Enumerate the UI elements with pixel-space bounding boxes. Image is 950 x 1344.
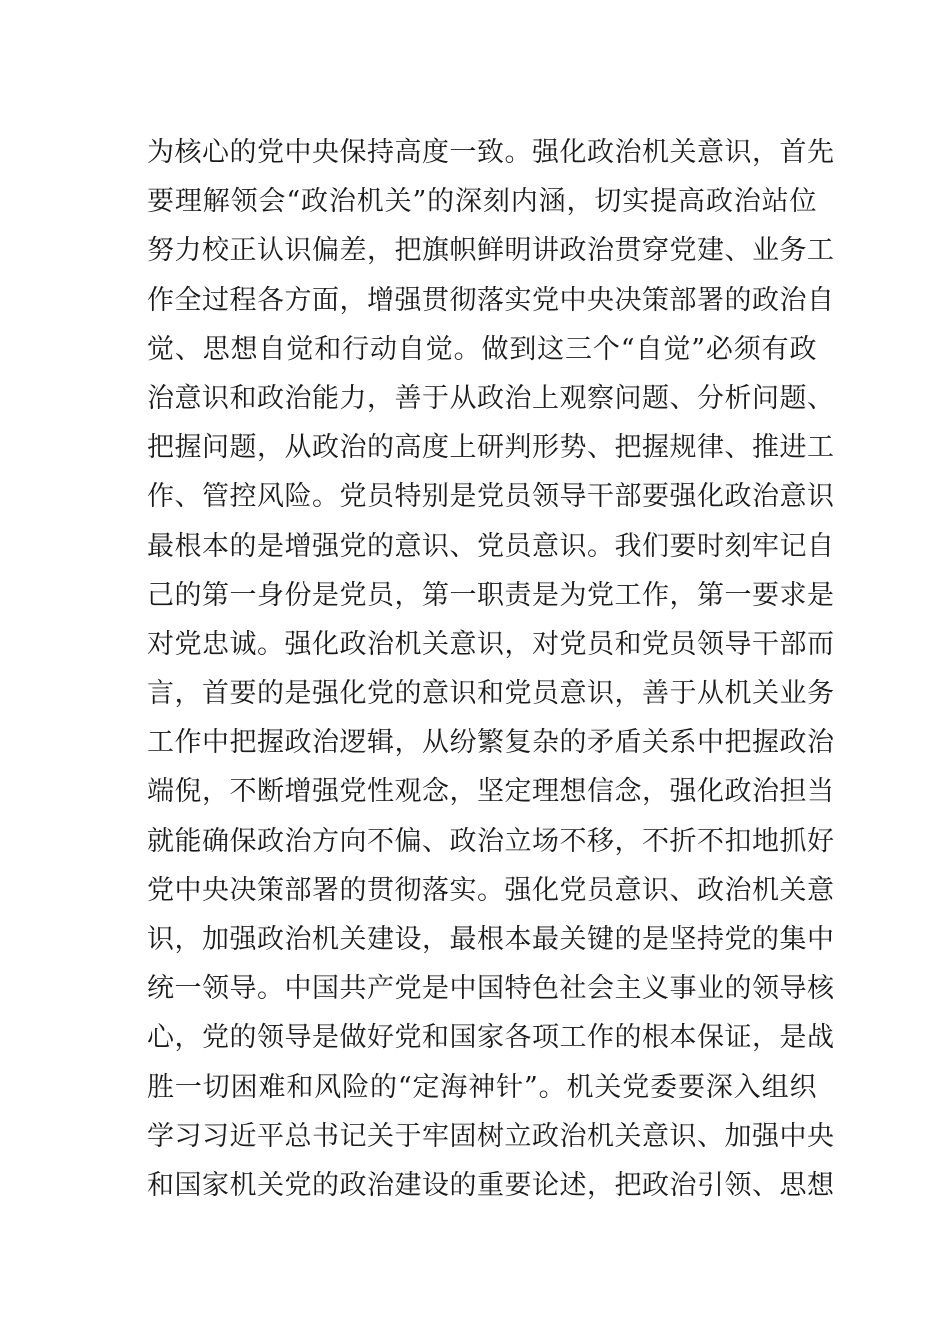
text-line: 把握问题，从政治的高度上研判形势、把握规律、推进工 xyxy=(147,432,835,464)
text-line: 作全过程各方面，增强贯彻落实党中央决策部署的政治自 xyxy=(147,284,835,316)
text-line: 要理解领会“政治机关”的深刻内涵，切实提高政治站位 xyxy=(147,186,817,218)
text-line: 工作中把握政治逻辑，从纷繁复杂的矛盾关系中把握政治 xyxy=(147,727,835,759)
body-text xyxy=(147,128,835,1210)
text-line: 己的第一身份是党员，第一职责是为党工作，第一要求是 xyxy=(147,579,835,611)
text-line: 言，首要的是强化党的意识和党员意识，善于从机关业务 xyxy=(147,678,835,710)
text-line: 为核心的党中央保持高度一致。强化政治机关意识，首先 xyxy=(147,137,835,168)
text-line: 最根本的是增强党的意识、党员意识。我们要时刻牢记自 xyxy=(147,530,835,562)
text-line: 对党忠诚。强化政治机关意识，对党员和党员领导干部而 xyxy=(147,628,835,660)
text-line: 作、管控风险。党员特别是党员领导干部要强化政治意识 xyxy=(147,481,835,513)
text-line: 治意识和政治能力，善于从政治上观察问题、分析问题、 xyxy=(147,382,835,414)
text-line: 学习习近平总书记关于牢固树立政治机关意识、加强中央 xyxy=(147,1120,835,1152)
text-line: 心，党的领导是做好党和国家各项工作的根本保证，是战 xyxy=(147,1022,835,1054)
text-line: 端倪，不断增强党性观念，坚定理想信念，强化政治担当 xyxy=(147,776,835,808)
text-line: 党中央决策部署的贯彻落实。强化党员意识、政治机关意 xyxy=(147,874,835,906)
text-line: 统一领导。中国共产党是中国特色社会主义事业的领导核 xyxy=(147,973,835,1005)
text-line: 和国家机关党的政治建设的重要论述，把政治引领、思想 xyxy=(147,1169,835,1201)
text-line: 觉、思想自觉和行动自觉。做到这三个“自觉”必须有政 xyxy=(147,333,817,365)
text-line: 努力校正认识偏差，把旗帜鲜明讲政治贯穿党建、业务工 xyxy=(147,235,835,267)
text-line: 就能确保政治方向不偏、政治立场不移，不折不扣地抓好 xyxy=(147,825,835,857)
text-line: 胜一切困难和风险的“定海神针”。机关党委要深入组织 xyxy=(147,1071,817,1103)
text-line: 识，加强政治机关建设，最根本最关键的是坚持党的集中 xyxy=(147,924,835,955)
